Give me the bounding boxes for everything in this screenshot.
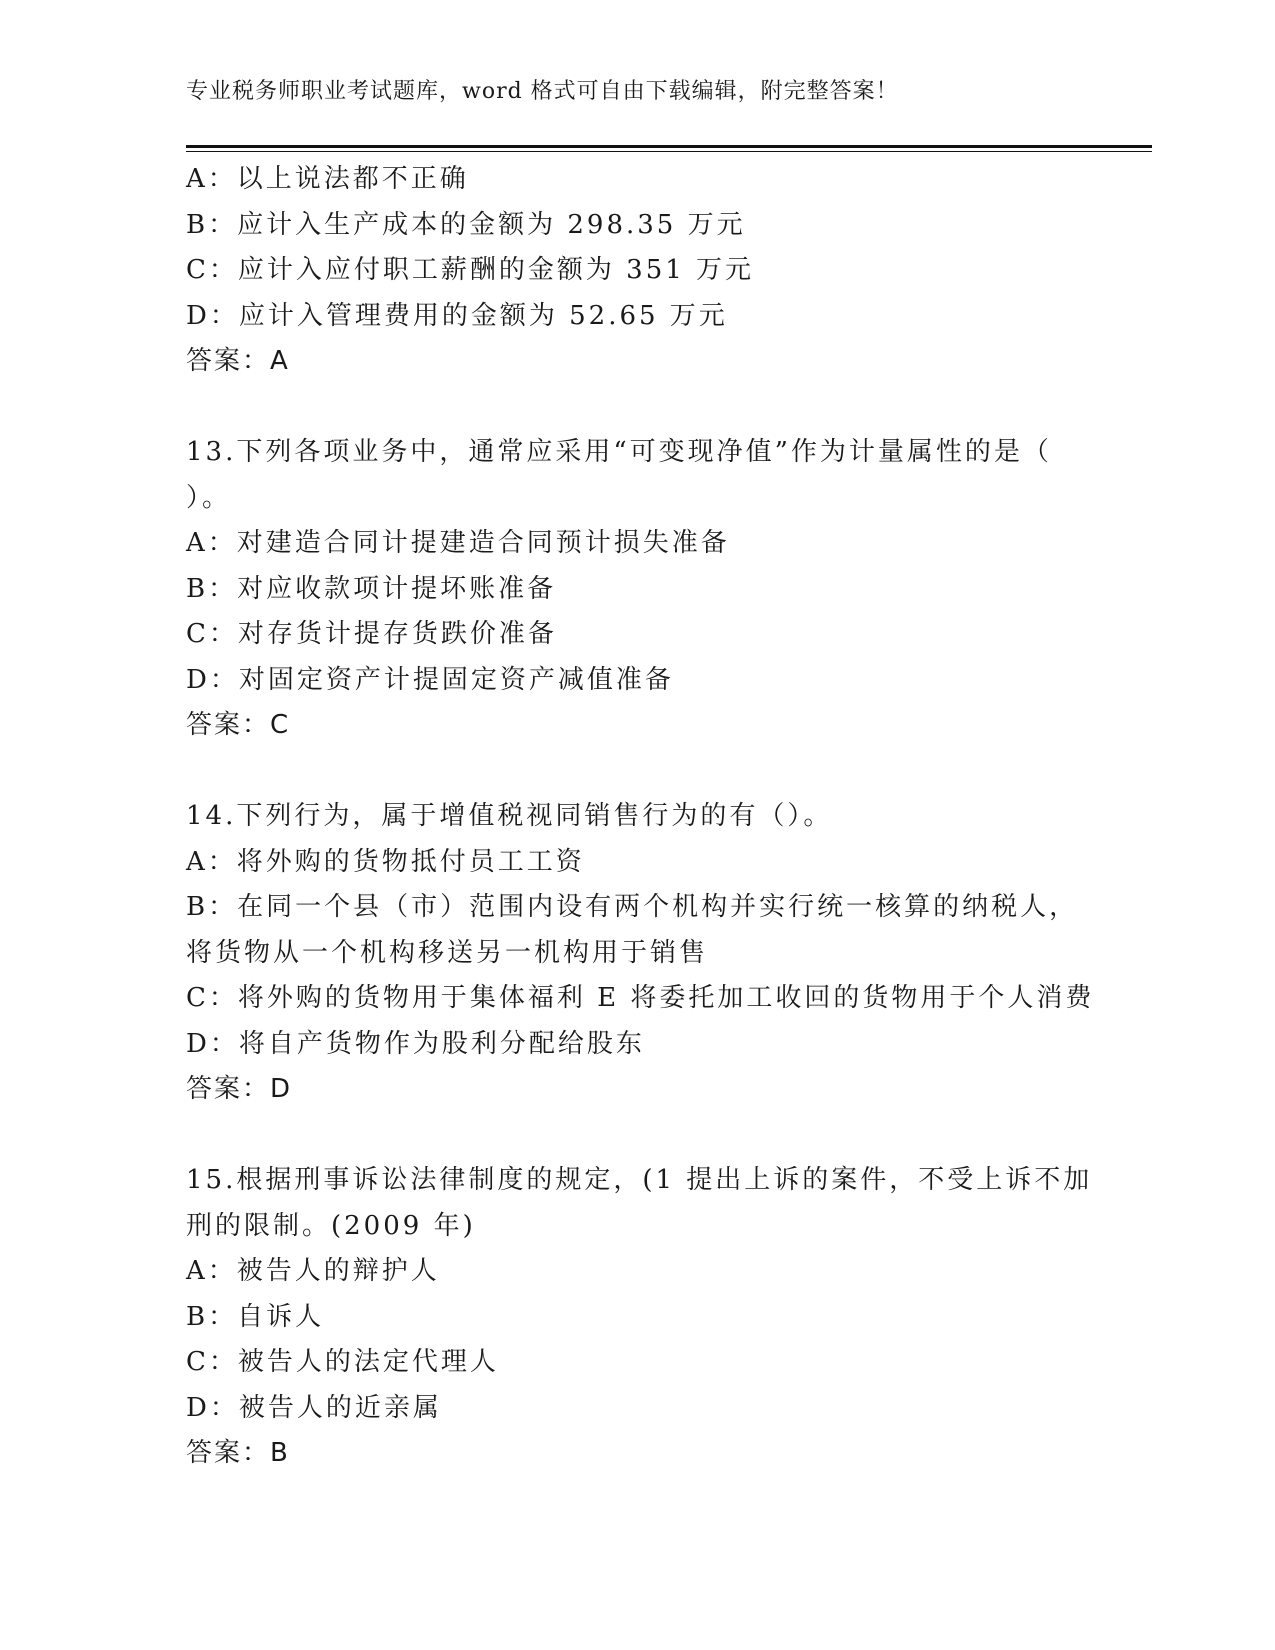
option-a: A：以上说法都不正确 [186,164,469,194]
spacer [186,385,1086,431]
question-12-block [186,157,1086,385]
option-a: A：被告人的辩护人 [186,1256,440,1286]
option-b: B：应计入生产成本的金额为 298.35 万元 [186,209,746,240]
question-stem-continued: 刑的限制。(2009 年) [186,1210,476,1241]
question-13-block [186,430,1086,749]
question-15-block [186,1158,1093,1477]
option-d: D：被告人的近亲属 [186,1392,442,1423]
option-a: A：对建造合同计提建造合同预计损失准备 [186,528,730,558]
document-body [186,157,1095,1477]
answer-line: 答案：C [186,710,291,740]
option-a: A：将外购的货物抵付员工工资 [186,846,585,877]
question-14-block [186,794,1095,1113]
option-c: C：应计入应付职工薪酬的金额为 351 万元 [186,255,755,285]
option-c: C：将外购的货物用于集体福利 E 将委托加工收回的货物用于个人消费 [186,983,1095,1013]
question-stem: 14.下列行为，属于增值税视同销售行为的有（）。 [186,801,833,831]
header-rule-thin [186,151,1152,152]
option-d: D：应计入管理费用的金额为 52.65 万元 [186,300,728,331]
spacer [186,749,1086,795]
option-b: B：在同一个县（市）范围内设有两个机构并实行统一核算的纳税人， [186,892,1079,922]
option-b: B：自诉人 [186,1301,325,1332]
answer-line: 答案：B [186,1438,290,1468]
option-b-continued: 将货物从一个机构移送另一机构用于销售 [186,937,709,968]
option-b: B：对应收款项计提坏账准备 [186,573,557,604]
spacer [186,1113,1086,1159]
question-stem-continued: ）。 [186,482,232,513]
question-stem: 13.下列各项业务中，通常应采用“可变现净值”作为计量属性的是（ [186,437,1052,467]
question-stem: 15.根据刑事诉讼法律制度的规定，(1 提出上诉的案件，不受上诉不加 [186,1165,1093,1195]
option-c: C：对存货计提存货跌价准备 [186,619,557,649]
header-rule-thick [186,145,1152,148]
answer-line: 答案：A [186,346,290,376]
page-header: 专业税务师职业考试题库，word 格式可自由下载编辑，附完整答案！ [186,79,899,104]
answer-line: 答案：D [186,1074,293,1104]
option-d: D：将自产货物作为股利分配给股东 [186,1028,645,1059]
option-c: C：被告人的法定代理人 [186,1347,499,1377]
option-d: D：对固定资产计提固定资产减值准备 [186,664,674,695]
